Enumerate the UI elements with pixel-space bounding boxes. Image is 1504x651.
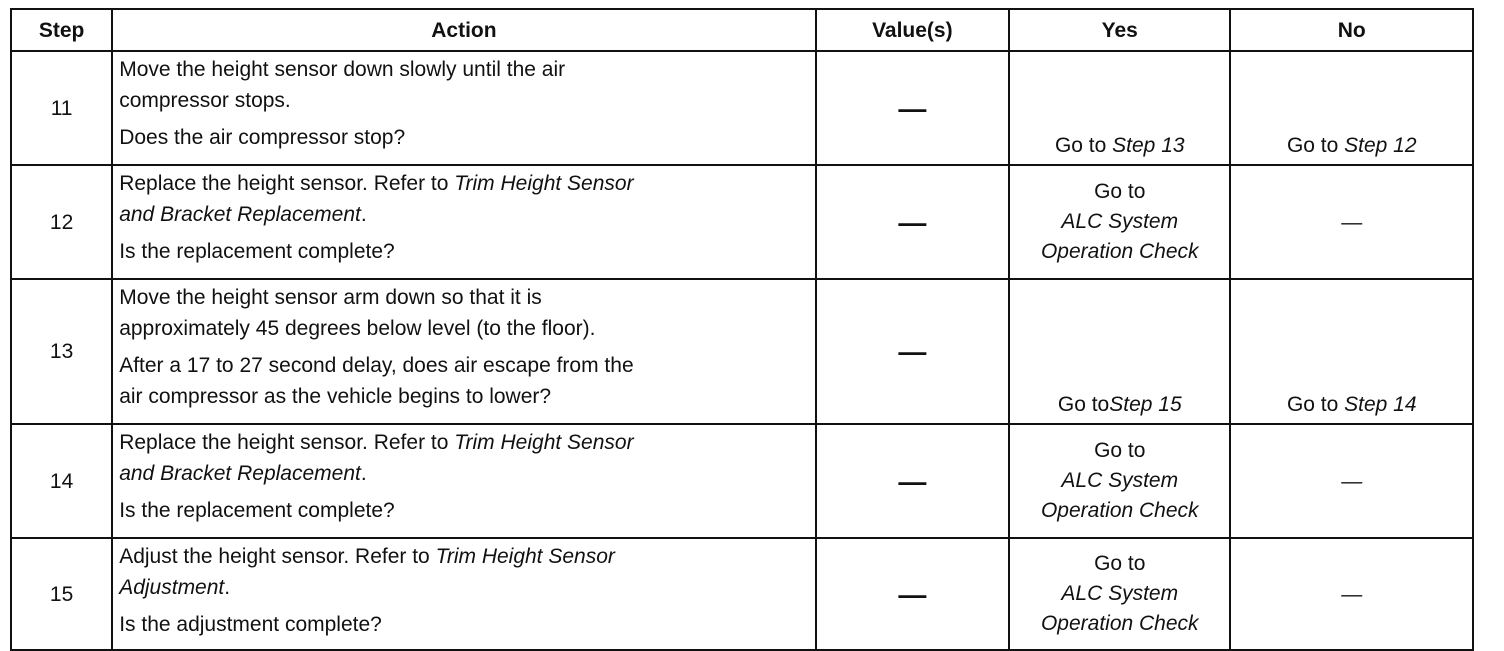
action-text: [119, 199, 808, 230]
action-plain-text: Adjust the height sensor. Refer to: [119, 545, 436, 568]
action-question: After a 17 to 27 second delay, does air escape from the: [119, 354, 634, 377]
value-cell: —: [816, 424, 1009, 538]
procedure-link[interactable]: and Bracket Replacement: [119, 203, 361, 226]
header-step: Step: [11, 9, 112, 51]
action-text: approximately 45 degrees below level (to the floor).: [119, 317, 596, 340]
action-cell: [112, 165, 815, 279]
diagnostic-table: [10, 8, 1474, 651]
yes-cell: [1009, 51, 1230, 165]
action-cell: [112, 51, 815, 165]
step-number: 15: [11, 538, 112, 650]
table-row: [11, 279, 1473, 424]
yes-procedure-link[interactable]: Operation Check: [1040, 612, 1199, 635]
header-action: Action: [112, 9, 815, 51]
action-punct: .: [360, 462, 367, 485]
no-prefix: Go to: [1286, 393, 1345, 416]
action-cell: [112, 279, 815, 424]
action-text: [119, 572, 808, 603]
action-text: Move the height sensor down slowly until the air: [119, 58, 566, 81]
yes-goto: Go to: [1094, 439, 1146, 462]
procedure-link[interactable]: and Bracket Replacement: [119, 462, 361, 485]
yes-goto: Go to: [1094, 180, 1146, 203]
action-punct: .: [360, 203, 367, 226]
yes-procedure-link[interactable]: ALC System: [1061, 469, 1179, 492]
value-cell: —: [816, 279, 1009, 424]
yes-procedure-link[interactable]: ALC System: [1061, 582, 1179, 605]
procedure-link[interactable]: Trim Height Sensor: [454, 172, 634, 195]
diagnostic-table-sheet: [10, 8, 1474, 651]
yes-cell: [1009, 279, 1230, 424]
action-text: [119, 168, 808, 199]
table-row: [11, 424, 1473, 538]
value-cell: —: [816, 51, 1009, 165]
table-row: [11, 51, 1473, 165]
step-number: 12: [11, 165, 112, 279]
header-row: [11, 9, 1473, 51]
yes-procedure-link[interactable]: ALC System: [1061, 210, 1179, 233]
action-text: [119, 458, 808, 489]
yes-cell: [1009, 538, 1230, 650]
action-cell: [112, 538, 815, 650]
action-text: Move the height sensor arm down so that it is: [119, 286, 542, 309]
table-row: [11, 538, 1473, 650]
value-cell: —: [816, 538, 1009, 650]
procedure-link[interactable]: Trim Height Sensor: [435, 545, 615, 568]
no-step-link[interactable]: Step 12: [1344, 134, 1417, 157]
step-number: 14: [11, 424, 112, 538]
no-step-link[interactable]: Step 14: [1344, 393, 1417, 416]
action-text: [119, 541, 808, 572]
yes-step-link[interactable]: Step 13: [1112, 134, 1185, 157]
header-yes: Yes: [1009, 9, 1230, 51]
action-question: Is the replacement complete?: [119, 499, 395, 522]
header-values: Value(s): [816, 9, 1009, 51]
action-text: compressor stops.: [119, 89, 291, 112]
no-cell: [1230, 279, 1473, 424]
procedure-link[interactable]: Adjustment: [119, 576, 225, 599]
no-cell: —: [1230, 424, 1473, 538]
action-plain-text: Replace the height sensor. Refer to: [119, 431, 455, 454]
action-cell: [112, 424, 815, 538]
procedure-link[interactable]: Trim Height Sensor: [454, 431, 634, 454]
action-question: Is the replacement complete?: [119, 240, 395, 263]
yes-cell: [1009, 424, 1230, 538]
yes-cell: [1009, 165, 1230, 279]
no-cell: —: [1230, 538, 1473, 650]
action-question: Is the adjustment complete?: [119, 613, 382, 636]
yes-prefix: Go to: [1057, 393, 1110, 416]
step-number: 13: [11, 279, 112, 424]
yes-procedure-link[interactable]: Operation Check: [1040, 499, 1199, 522]
yes-goto: Go to: [1094, 552, 1146, 575]
action-question: air compressor as the vehicle begins to lower?: [119, 385, 552, 408]
action-question: Does the air compressor stop?: [119, 126, 406, 149]
yes-step-link[interactable]: Step 15: [1109, 393, 1182, 416]
action-plain-text: Replace the height sensor. Refer to: [119, 172, 455, 195]
yes-prefix: Go to: [1054, 134, 1113, 157]
no-cell: —: [1230, 165, 1473, 279]
action-punct: .: [224, 576, 231, 599]
no-prefix: Go to: [1286, 134, 1345, 157]
table-row: [11, 165, 1473, 279]
value-cell: —: [816, 165, 1009, 279]
action-text: [119, 427, 808, 458]
no-cell: [1230, 51, 1473, 165]
step-number: 11: [11, 51, 112, 165]
header-no: No: [1230, 9, 1473, 51]
yes-procedure-link[interactable]: Operation Check: [1040, 240, 1199, 263]
